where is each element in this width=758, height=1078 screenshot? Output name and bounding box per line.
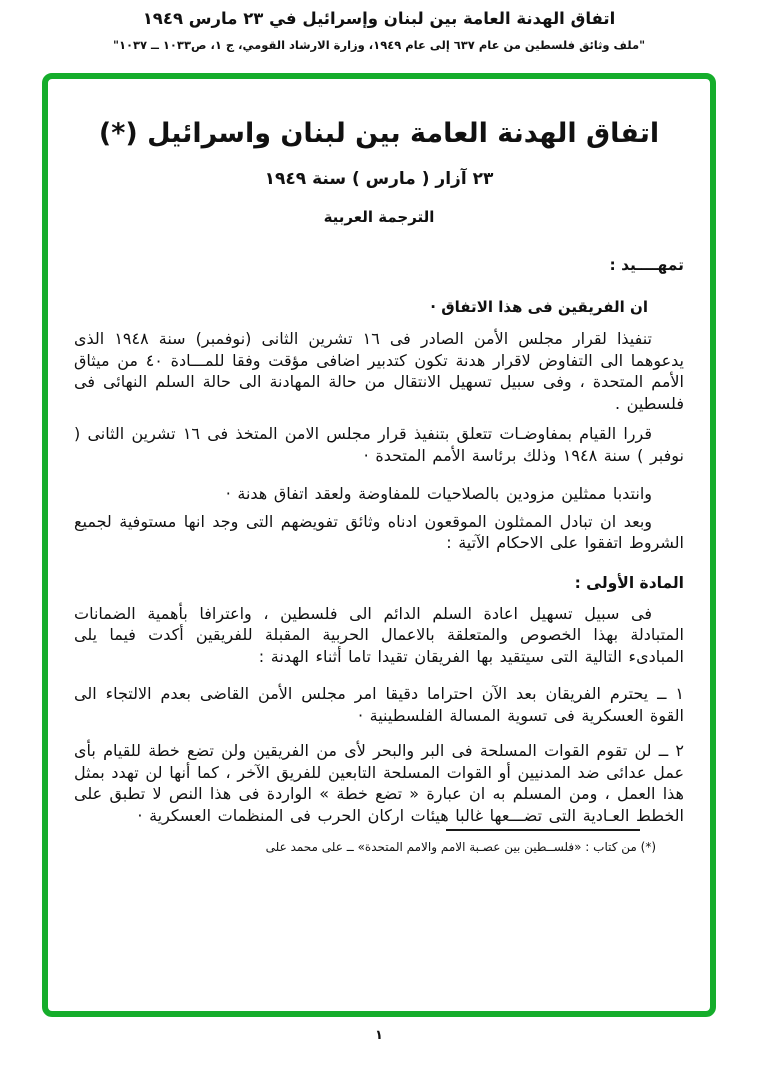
translation-label: الترجمة العربية [323, 208, 435, 226]
document-frame [42, 73, 716, 1017]
preamble-paragraph-1: تنفيذا لقرار مجلس الأمن الصادر فى ١٦ تشرين الثانى (نوفمبر) سنة ١٩٤٨ الذى يدعوهما الى التفاوض لاقرار هدنة تكون كتدبير اضافى مؤقت وفقا للمـــادة ٤٠ من ميثاق الأمم المتحدة ، وفى سبيل تسهيل الانتقال من حالة المهادنة الى حالة السلم النهائى فى فلسطين . [74, 329, 685, 413]
page-header-source-citation: "ملف وثائق فلسطين من عام ٦٣٧ إلى عام ١٩٤٩، وزارة الارشاد القومي، ج ١، ص١٠٣٣ ــ ١٠٣٧" [112, 38, 646, 52]
parties-line: ان الفريقين فى هذا الاتفاق · [430, 298, 648, 316]
page-number: ١ [375, 1028, 383, 1043]
article-one-item-2: ٢ ــ لن تقوم القوات المسلحة فى البر والبحر لأى من الفريقين ولن تضع خطة للقيام بأى عمل عدائى ضد المدنيين أو القوات المسلحة التابعين للفريق الآخر ، كما أنها لن تهدد بمثل هذا العمل ، ومن المسلم به ان عبارة « تضع خطة » الواردة فى هذا النص لا تطبق على الخطط العـادية التى تضـــعها غالبا هيئات اركان الحرب فى المنظمات العسكرية · [74, 741, 684, 825]
preamble-paragraph-3: وانتدبا ممثلين مزودين بالصلاحيات للمفاوضة ولعقد اتفاق هدنة · [225, 484, 652, 503]
preamble-paragraph-2: قررا القيام بمفاوضـات تتعلق بتنفيذ قرار مجلس الامن المتخذ فى ١٦ تشرين الثانى ( نوفبر ) سنة ١٩٤٨ وذلك برئاسة الأمم المتحدة · [74, 424, 684, 465]
page-header [0, 9, 758, 52]
footnote-text: (*) من كتاب : «فلســطين بين عصـبة الامم والامم المتحدة» ــ على محمد على [265, 840, 656, 854]
article-one-intro: فى سبيل تسهيل اعادة السلم الدائم الى فلسطين ، واعترافا بأهمية الضمانات المتبادلة بهذا الخصوص والمتعلقة بالاعمال الحربية المقبلة للفريقين أكدت فيما يلى المبادىء التالية التى سيتقيد بها الفريقان تقيدا تاما أثناء الهدنة : [74, 603, 684, 666]
preamble-paragraph-4: وبعد ان تبادل الممثلون الموقعون ادناه وثائق تفويضهم التى وجد انها مستوفية لجميع الشروط اتفقوا على الاحكام الآتية : [74, 511, 684, 552]
document-date-line: ٢٣ آزار ( مارس ) سنة ١٩٤٩ [264, 169, 494, 189]
article-one-heading: المادة الأولى : [574, 573, 684, 592]
page-header-title: اتفاق الهدنة العامة بين لبنان وإسرائيل في ٢٣ مارس ١٩٤٩ [142, 9, 616, 28]
article-one-item-1: ١ ــ يحترم الفريقان بعد الآن احتراما دقيقا امر مجلس الأمن القاضى بعدم الالتجاء الى القوة العسكرية فى تسوية المسالة الفلسطينية · [74, 684, 684, 725]
footnote-separator [446, 829, 640, 831]
document-title: اتفاق الهدنة العامة بين لبنان واسرائيل (*) [98, 118, 660, 149]
preamble-heading: تمهــــيد : [609, 256, 684, 274]
